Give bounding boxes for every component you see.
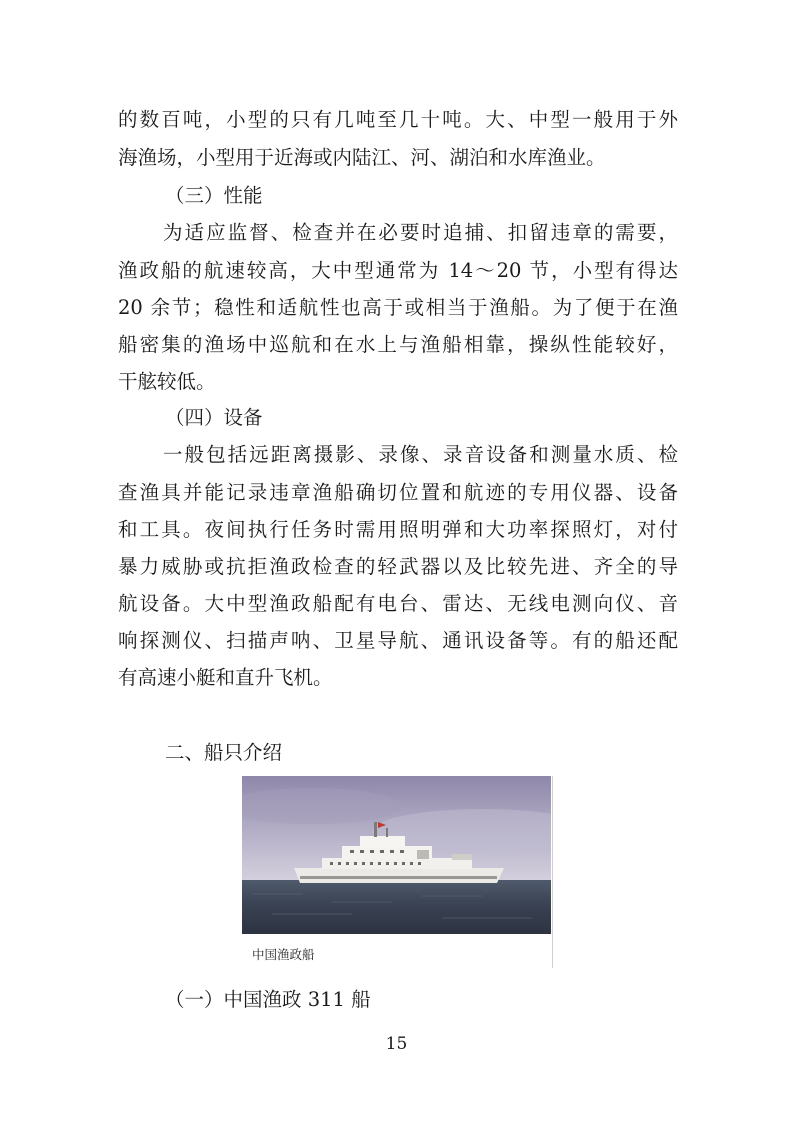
section-heading-performance: （三）性能 [165, 184, 263, 207]
paragraph-line: 和工具。夜间执行任务时需用照明弹和大功率探照灯，对付 [118, 518, 678, 541]
paragraph-line: 海渔场，小型用于近海或内陆江、河、湖泊和水库渔业。 [118, 146, 606, 169]
ship-photo [242, 776, 551, 934]
paragraph-line: 渔政船的航速较高，大中型通常为 14～20 节，小型有得达 [118, 259, 678, 282]
paragraph-line: 查渔具并能记录违章渔船确切位置和航迹的专用仪器、设备 [118, 481, 678, 504]
section-heading-equipment: （四）设备 [165, 406, 263, 429]
paragraph-line: 响探测仪、扫描声呐、卫星导航、通讯设备等。有的船还配 [118, 629, 678, 652]
paragraph-line: 船密集的渔场中巡航和在水上与渔船相靠，操纵性能较好， [118, 333, 678, 356]
paragraph-line: 航设备。大中型渔政船配有电台、雷达、无线电测向仪、音 [118, 592, 678, 615]
paragraph-line: 一般包括远距离摄影、录像、录音设备和测量水质、检 [163, 443, 678, 466]
subsection-heading-ship-311: （一）中国渔政 311 船 [165, 988, 371, 1011]
paragraph-line: 暴力威胁或抗拒渔政检查的轻武器以及比较先进、齐全的导 [118, 555, 678, 578]
paragraph-line: 的数百吨，小型的只有几吨至几十吨。大、中型一般用于外 [118, 108, 678, 131]
paragraph-line: 20 余节；稳性和适航性也高于或相当于渔船。为了便于在渔 [118, 296, 678, 319]
paragraph-line: 有高速小艇和直升飞机。 [118, 666, 333, 689]
page-number: 15 [385, 1034, 408, 1054]
figure [242, 776, 553, 968]
figure-caption: 中国渔政船 [252, 947, 315, 962]
paragraph-line: 为适应监督、检查并在必要时追捕、扣留违章的需要， [163, 221, 678, 244]
paragraph-line: 干舷较低。 [118, 370, 216, 393]
chapter-heading-ship-introduction: 二、船只介绍 [165, 741, 283, 764]
